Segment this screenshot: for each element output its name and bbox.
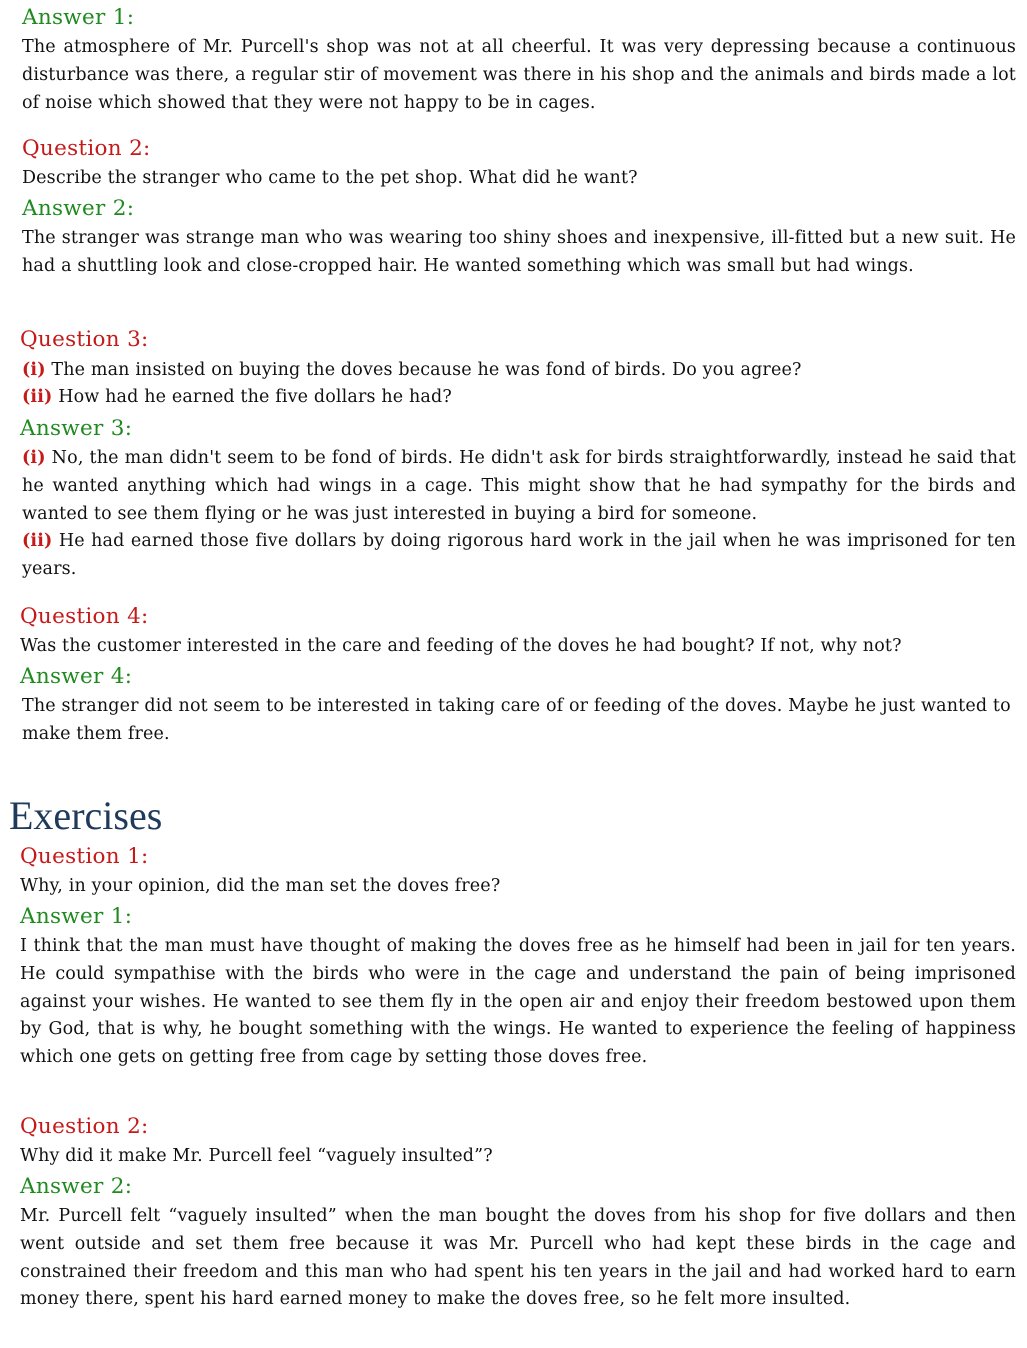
question-2-label: Question 2: — [22, 136, 151, 161]
question-3-label: Question 3: — [20, 327, 149, 352]
answer-2-text: The stranger was strange man who was wearing too shiny shoes and inexpensive, ill-fitted but a new suit. He had a shuttling look and close-cropped hair. He wanted something which was small but had wings. — [22, 228, 1016, 276]
exercise-answer-2-text: Mr. Purcell felt “vaguely insulted” when the man bought the doves from his shop for five dollars and then went outside and set them free because it was Mr. Purcell who had kept these birds in the cage and constrained their freedom and this man who had spent his ten years in the jail and had worked hard to earn money there, spent his hard earned money to make the doves free, so he felt more insulted. — [20, 1206, 1016, 1310]
answer-3-part-i-text: No, the man didn't seem to be fond of birds. He didn't ask for birds straightforwardly, instead he said that he wanted anything which had wings in a cage. This might show that he had sympathy for the birds and wanted to see them flying or he was just interested in buying a bird for someone. — [22, 448, 1016, 524]
exercise-answer-1-label: Answer 1: — [20, 904, 133, 929]
roman-marker: (ii) — [22, 387, 53, 407]
roman-marker: (i) — [22, 448, 46, 468]
answer-3-label: Answer 3: — [20, 416, 133, 441]
question-3-part-ii — [22, 384, 1016, 412]
answer-1-label: Answer 1: — [22, 5, 135, 30]
exercise-answer-2-label: Answer 2: — [20, 1174, 133, 1199]
question-4-label: Question 4: — [20, 604, 149, 629]
question-3-part-i — [22, 357, 1016, 385]
roman-marker: (i) — [22, 360, 46, 380]
roman-marker: (ii) — [22, 531, 53, 551]
exercise-question-1-text: Why, in your opinion, did the man set the doves free? — [20, 876, 501, 896]
question-4-text: Was the customer interested in the care and feeding of the doves he had bought? If not, why not? — [20, 636, 902, 656]
answer-3-part-ii-text: He had earned those five dollars by doing rigorous hard work in the jail when he was imprisoned for ten years. — [22, 531, 1016, 579]
exercises-heading: Exercises — [9, 793, 163, 838]
answer-3-part-ii — [22, 528, 1016, 584]
exercise-question-2-label: Question 2: — [20, 1114, 149, 1139]
answer-4-text: The stranger did not seem to be interested in taking care of or feeding of the doves. Maybe he just wanted to make them free. — [22, 696, 1011, 744]
question-3-part-ii-text: How had he earned the five dollars he had? — [58, 387, 452, 407]
exercise-question-2-text: Why did it make Mr. Purcell feel “vaguely insulted”? — [20, 1146, 493, 1166]
answer-4-label: Answer 4: — [20, 664, 133, 689]
answer-1-text: The atmosphere of Mr. Purcell's shop was not at all cheerful. It was very depressing because a continuous disturbance was there, a regular stir of movement was there in his shop and the animals and birds made a lot of noise which showed that they were not happy to be in cages. — [22, 37, 1016, 113]
exercise-question-1-label: Question 1: — [20, 844, 149, 869]
answer-3-part-i — [22, 445, 1016, 528]
question-2-text: Describe the stranger who came to the pet shop. What did he want? — [22, 168, 638, 188]
answer-2-label: Answer 2: — [22, 196, 135, 221]
question-3-part-i-text: The man insisted on buying the doves because he was fond of birds. Do you agree? — [51, 360, 802, 380]
exercise-answer-1-text: I think that the man must have thought of making the doves free as he himself had been in jail for ten years. He could sympathise with the birds who were in the cage and understand the pain of being imprisoned against your wishes. He wanted to see them fly in the open air and enjoy their freedom bestowed upon them by God, that is why, he bought something with the wings. He wanted to experience the feeling of happiness which one gets on getting free from cage by setting those doves free. — [20, 936, 1016, 1068]
